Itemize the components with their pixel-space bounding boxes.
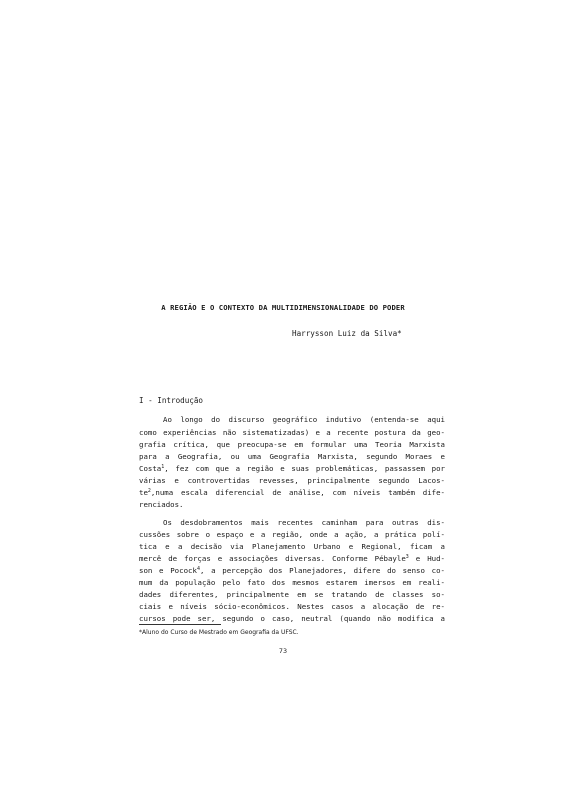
footnote: *Aluno do Curso de Mestrado em Geografia da UFSC. <box>139 629 299 636</box>
paragraph-line: son e Pocock$^4$, a percepção dos Planejadores, difere do senso co- <box>139 566 445 575</box>
paragraph-line: $te^2,numa$ escala diferencial de análise, com níveis também dife- <box>139 488 445 497</box>
author-name: Harrysson Luiz da Silva* <box>292 329 402 338</box>
paragraph-line: Costa$^1$, fez com que a região e suas problemáticas, passassem por <box>139 464 445 473</box>
paragraph-line: mercê de forças e associações diversas. Conforme Pébayle$^3$ e Hud- <box>139 554 445 563</box>
paragraph-line: ciais e níveis sócio-econômicos. Nestes casos a alocação de re- <box>139 602 445 611</box>
paragraph-line: mum da população pelo fato dos mesmos estarem imersos em reali- <box>139 578 445 587</box>
paragraph-line: Os desdobramentos mais recentes caminham para outras dis- <box>163 518 445 527</box>
paragraph-line: dades diferentes, principalmente em se tratando de classes so- <box>139 590 445 599</box>
paragraph-line: cussões sobre o espaço e a região, onde a ação, a prática polí- <box>139 530 445 539</box>
paragraph-line: várias e controvertidas revesses, principalmente segundo Lacos- <box>139 476 445 485</box>
paragraph-line: cursos pode ser, segundo o caso, neutral (quando não modifica a <box>139 614 445 623</box>
footnote-divider <box>139 624 221 625</box>
section-heading: I - Introdução <box>139 396 204 405</box>
paragraph-line: como experiências não sistematizadas) e a recente postura da geo- <box>139 428 445 437</box>
paragraph-line: grafia crítica, que preocupa-se em formular uma Teoria Marxista <box>139 440 445 449</box>
paragraph-line: para a Geografia, ou uma Geografia Marxista, segundo Moraes e <box>139 452 445 461</box>
paragraph-line: Ao longo do discurso geográfico indutivo (entenda-se aqui <box>163 415 445 424</box>
page-number: 73 <box>278 647 288 655</box>
paragraph-line: renciados. <box>139 500 184 509</box>
paragraph-line: tica e a decisão via Planejamento Urbano e Regional, ficam a <box>139 542 445 551</box>
document-title: A REGIÃO E O CONTEXTO DA MULTIDIMENSIONALIDADE DO PODER <box>161 303 405 312</box>
